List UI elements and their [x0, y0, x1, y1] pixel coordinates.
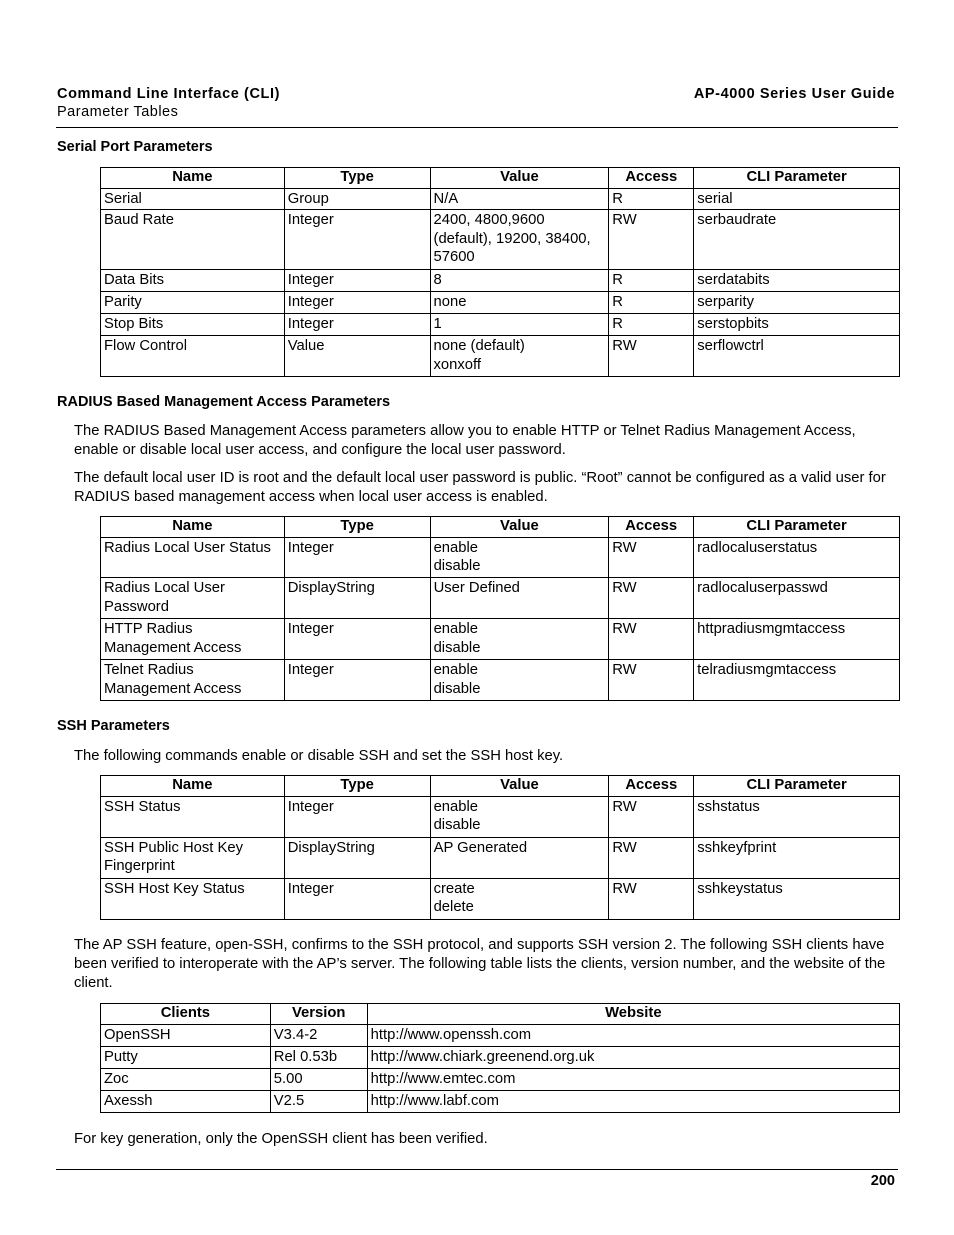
table-cell: Stop Bits [101, 314, 285, 336]
ssh-clients-description: The AP SSH feature, open-SSH, confirms to the SSH protocol, and supports SSH version 2. The following SSH clients have been verified to interoperate with the AP’s server. The following table lists the clients, version number, and the website of the client. [74, 937, 886, 991]
table-cell: serbaudrate [694, 210, 900, 270]
column-header: Value [430, 776, 609, 797]
column-header: Name [101, 776, 285, 797]
section-heading-ssh: SSH Parameters [57, 718, 170, 734]
table-row [101, 1046, 900, 1068]
column-header: Type [284, 168, 430, 189]
table-cell: radlocaluserstatus [694, 537, 900, 578]
table-cell: RW [609, 878, 694, 919]
column-header: CLI Parameter [694, 168, 900, 189]
table-cell: RW [609, 336, 694, 377]
radius-default-user-note: The default local user ID is root and the default local user password is public. “Root” cannot be configured as a valid user for RADIUS based management access when local user access is enabled. [74, 470, 886, 505]
table-cell: Parity [101, 292, 285, 314]
table-cell: 5.00 [270, 1068, 367, 1090]
table-row [101, 1090, 900, 1112]
table-cell: 2400, 4800,9600 (default), 19200, 38400, 57600 [430, 210, 609, 270]
table-cell: Axessh [101, 1090, 271, 1112]
column-header: Name [101, 517, 285, 538]
table-cell: RW [609, 537, 694, 578]
table-cell: R [609, 270, 694, 292]
table-cell: telradiusmgmtaccess [694, 660, 900, 701]
table-cell: enable disable [430, 537, 609, 578]
table-row [101, 314, 900, 336]
serial-parameters-table [100, 167, 900, 377]
table-cell: Value [284, 336, 430, 377]
table-cell: R [609, 314, 694, 336]
table-cell: Integer [284, 314, 430, 336]
table-cell: serdatabits [694, 270, 900, 292]
table-cell: RW [609, 660, 694, 701]
table-row [101, 660, 900, 701]
header-title: Command Line Interface (CLI) [57, 86, 281, 102]
table-cell: Integer [284, 878, 430, 919]
table-row [101, 837, 900, 878]
column-header: Value [430, 168, 609, 189]
column-header: Type [284, 776, 430, 797]
table-cell: Integer [284, 537, 430, 578]
column-header: Value [430, 517, 609, 538]
table-cell: AP Generated [430, 837, 609, 878]
section-heading-radius: RADIUS Based Management Access Parameters [57, 394, 391, 410]
ssh-description: The following commands enable or disable SSH and set the SSH host key. [74, 748, 564, 764]
table-row [101, 210, 900, 270]
footer-divider [56, 1169, 898, 1170]
table-header-row [101, 517, 900, 538]
table-cell: R [609, 188, 694, 210]
table-cell: sshkeystatus [694, 878, 900, 919]
page-header [57, 85, 280, 122]
column-header: Website [367, 1004, 899, 1025]
section-heading-serial: Serial Port Parameters [57, 139, 213, 155]
table-cell: N/A [430, 188, 609, 210]
table-cell: http://www.labf.com [367, 1090, 899, 1112]
table-cell: SSH Status [101, 796, 285, 837]
table-cell: RW [609, 578, 694, 619]
column-header: Clients [101, 1004, 271, 1025]
table-cell: V3.4-2 [270, 1024, 367, 1046]
table-header-row [101, 168, 900, 189]
table-cell: radlocaluserpasswd [694, 578, 900, 619]
table-cell: enable disable [430, 660, 609, 701]
table-cell: SSH Public Host Key Fingerprint [101, 837, 285, 878]
ssh-parameters-table [100, 775, 900, 920]
table-cell: Telnet Radius Management Access [101, 660, 285, 701]
table-cell: Integer [284, 796, 430, 837]
table-cell: none [430, 292, 609, 314]
table-row [101, 537, 900, 578]
table-row [101, 578, 900, 619]
column-header: Access [609, 776, 694, 797]
column-header: Name [101, 168, 285, 189]
table-cell: sshstatus [694, 796, 900, 837]
table-cell: 8 [430, 270, 609, 292]
table-cell: serstopbits [694, 314, 900, 336]
ssh-clients-table [100, 1003, 900, 1113]
table-cell: Zoc [101, 1068, 271, 1090]
table-cell: serparity [694, 292, 900, 314]
table-cell: Radius Local User Status [101, 537, 285, 578]
column-header: Type [284, 517, 430, 538]
page-number: 200 [870, 1173, 895, 1189]
table-cell: none (default) xonxoff [430, 336, 609, 377]
table-cell: Baud Rate [101, 210, 285, 270]
table-cell: RW [609, 796, 694, 837]
column-header: Access [609, 168, 694, 189]
table-row [101, 336, 900, 377]
table-cell: 1 [430, 314, 609, 336]
table-cell: DisplayString [284, 837, 430, 878]
table-cell: Integer [284, 660, 430, 701]
column-header: CLI Parameter [694, 776, 900, 797]
table-cell: http://www.openssh.com [367, 1024, 899, 1046]
table-row [101, 188, 900, 210]
table-cell: httpradiusmgmtaccess [694, 619, 900, 660]
table-cell: Data Bits [101, 270, 285, 292]
header-subtitle: Parameter Tables [57, 104, 179, 120]
column-header: CLI Parameter [694, 517, 900, 538]
table-cell: RW [609, 619, 694, 660]
column-header: Version [270, 1004, 367, 1025]
table-header-row [101, 776, 900, 797]
radius-description: The RADIUS Based Management Access parameters allow you to enable HTTP or Telnet Radius Management Access, enable or disable local user access, and configure the local user password. [74, 423, 856, 458]
table-cell: RW [609, 210, 694, 270]
table-row [101, 1068, 900, 1090]
table-cell: Radius Local User Password [101, 578, 285, 619]
table-cell: R [609, 292, 694, 314]
table-cell: sshkeyfprint [694, 837, 900, 878]
table-cell: http://www.emtec.com [367, 1068, 899, 1090]
table-cell: Integer [284, 292, 430, 314]
table-cell: Integer [284, 270, 430, 292]
table-row [101, 1024, 900, 1046]
table-cell: V2.5 [270, 1090, 367, 1112]
table-header-row [101, 1004, 900, 1025]
table-cell: DisplayString [284, 578, 430, 619]
table-row [101, 292, 900, 314]
table-cell: OpenSSH [101, 1024, 271, 1046]
table-cell: http://www.chiark.greenend.org.uk [367, 1046, 899, 1068]
table-cell: enable disable [430, 619, 609, 660]
table-row [101, 878, 900, 919]
table-cell: serflowctrl [694, 336, 900, 377]
table-cell: create delete [430, 878, 609, 919]
table-cell: Integer [284, 619, 430, 660]
table-cell: Group [284, 188, 430, 210]
table-row [101, 270, 900, 292]
key-generation-note: For key generation, only the OpenSSH client has been verified. [74, 1131, 488, 1147]
guide-title: AP-4000 Series User Guide [693, 86, 895, 102]
table-cell: SSH Host Key Status [101, 878, 285, 919]
column-header: Access [609, 517, 694, 538]
table-cell: Rel 0.53b [270, 1046, 367, 1068]
table-cell: Putty [101, 1046, 271, 1068]
radius-parameters-table [100, 516, 900, 701]
table-cell: RW [609, 837, 694, 878]
header-divider [56, 127, 898, 128]
table-row [101, 619, 900, 660]
table-cell: Integer [284, 210, 430, 270]
table-cell: serial [694, 188, 900, 210]
table-cell: enable disable [430, 796, 609, 837]
table-cell: User Defined [430, 578, 609, 619]
table-cell: Flow Control [101, 336, 285, 377]
table-cell: HTTP Radius Management Access [101, 619, 285, 660]
table-row [101, 796, 900, 837]
table-cell: Serial [101, 188, 285, 210]
